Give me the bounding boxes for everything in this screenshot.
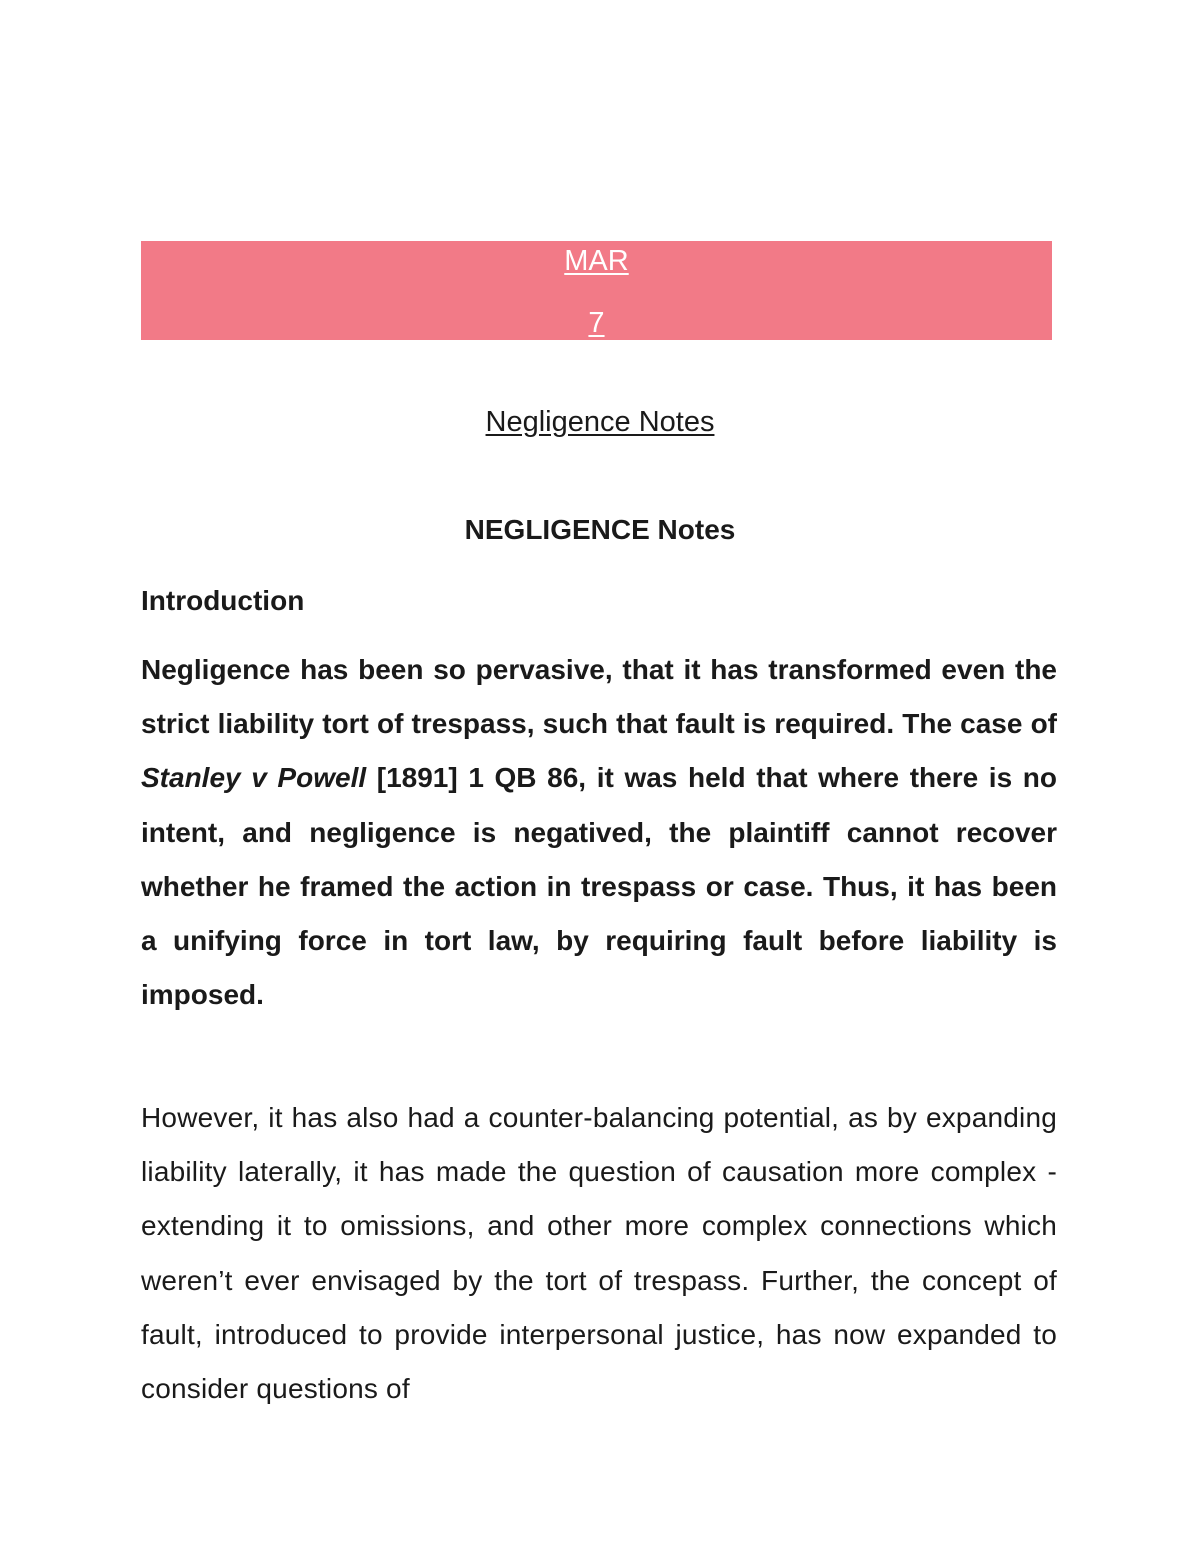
paragraph-1-part-b: [1891] 1 QB 86, it was held that where there is no intent, and negligence is negatived, the plaintiff cannot recover whether he framed the action in trespass or case. Thus, it has been a unifying force in tort law, by requiring fault before liability is imposed.: [141, 762, 1057, 1011]
post-title-link[interactable]: Negligence Notes: [485, 406, 715, 438]
date-day[interactable]: [141, 305, 1052, 341]
paragraph-1-part-a: Negligence has been so pervasive, that it has transformed even the strict liability tort of trespass, such that fault is required. The case of: [141, 654, 1057, 740]
paragraph-introduction: [141, 643, 1057, 1022]
post-title[interactable]: [0, 404, 1200, 440]
paragraph-counterbalance: However, it has also had a counter-balancing potential, as by expanding liability laterally, it has made the question of causation more complex - extending it to omissions, and other more complex connections which weren’t ever envisaged by the tort of trespass. Further, the concept of fault, introduced to provide interpersonal justice, has now expanded to consider questions of: [141, 1102, 1057, 1405]
date-month-link[interactable]: MAR: [564, 245, 629, 277]
date-banner[interactable]: [141, 241, 1052, 340]
section-heading-introduction: Introduction: [141, 585, 305, 616]
date-month[interactable]: [141, 243, 1052, 279]
case-name: Stanley v Powell: [141, 762, 367, 794]
date-day-link[interactable]: 7: [588, 307, 605, 339]
document-heading: NEGLIGENCE Notes: [464, 514, 736, 545]
